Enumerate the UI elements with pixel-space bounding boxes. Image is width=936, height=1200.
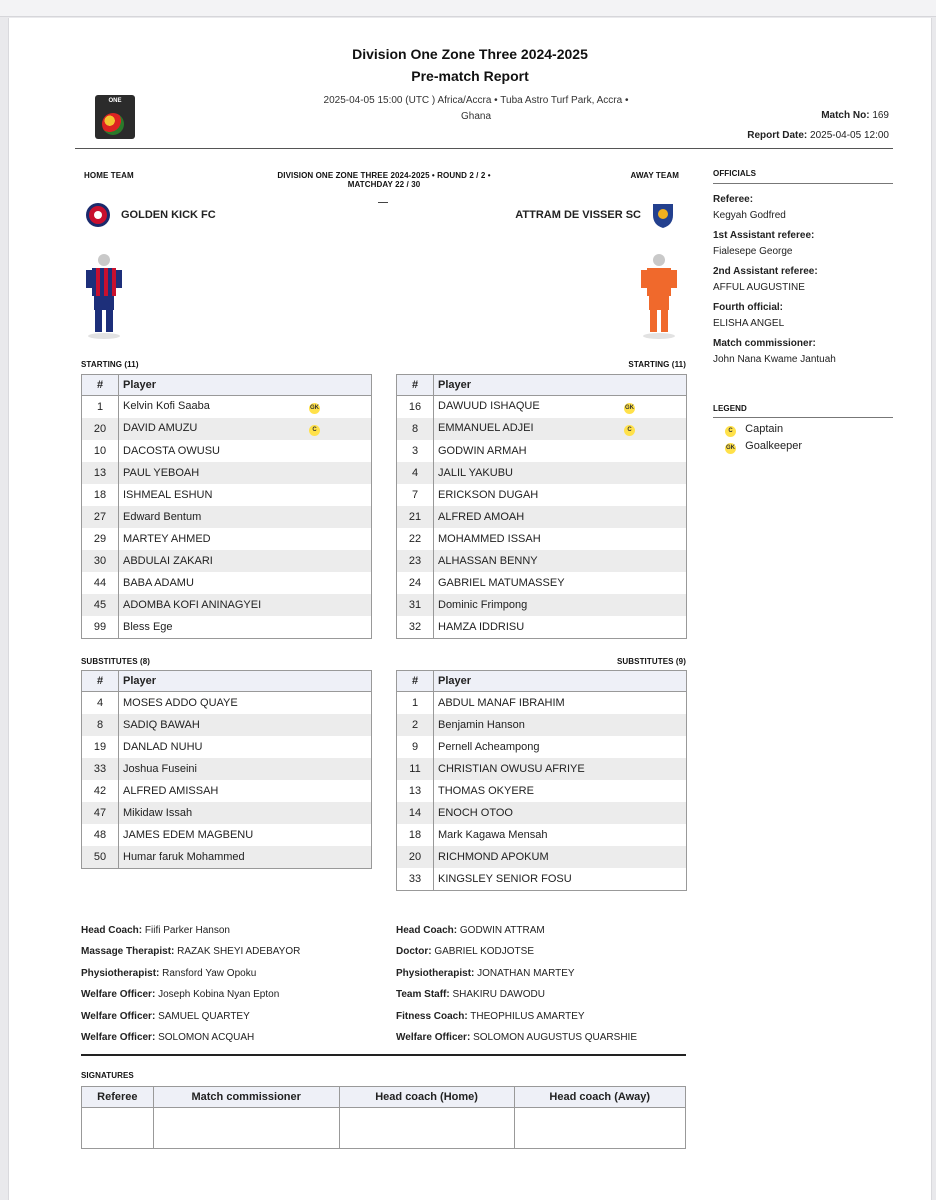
staff-entry [81, 941, 300, 962]
player-name-cell [119, 692, 372, 715]
player-number: 22 [397, 528, 434, 550]
player-name-cell [119, 594, 372, 616]
staff-name: Fiifi Parker Hanson [144, 925, 230, 936]
player-name-cell [119, 418, 372, 440]
player-number: 47 [82, 802, 119, 824]
player-name: SADIQ BAWAH [123, 719, 200, 731]
player-name: ALFRED AMOAH [438, 511, 525, 523]
staff-entry [81, 920, 300, 941]
player-number: 20 [82, 418, 119, 440]
player-name-cell [434, 802, 687, 824]
player-number: 4 [82, 692, 119, 715]
officials-divider [713, 183, 893, 184]
player-number: 8 [397, 418, 434, 440]
player-number: 10 [82, 440, 119, 462]
home-team-label: HOME TEAM [84, 171, 134, 180]
player-name: EMMANUEL ADJEI [438, 422, 534, 434]
player-number: 50 [82, 846, 119, 868]
player-number: 14 [397, 802, 434, 824]
official-referee: Referee: Kegyah Godfred [713, 194, 786, 221]
player-row [397, 506, 686, 528]
away-staff-list [396, 920, 637, 1048]
player-number: 48 [82, 824, 119, 846]
player-row [397, 846, 686, 868]
player-name: Kelvin Kofi Saaba [123, 400, 210, 412]
player-number: 13 [82, 462, 119, 484]
sig-col-commissioner: Match commissioner [153, 1087, 339, 1108]
player-name-cell [434, 824, 687, 846]
player-row [82, 528, 371, 550]
player-number: 24 [397, 572, 434, 594]
table-header-row [82, 375, 371, 396]
player-number: 99 [82, 616, 119, 638]
player-name-cell [119, 780, 372, 802]
home-kit-icon [83, 250, 125, 340]
player-name: Edward Bentum [123, 511, 202, 523]
player-number: 44 [82, 572, 119, 594]
staff-entry [81, 1006, 300, 1027]
player-name-cell [434, 736, 687, 758]
signatures-heading: SIGNATURES [81, 1071, 134, 1080]
player-name: Mark Kagawa Mensah [438, 829, 548, 841]
staff-role: Welfare Officer: [81, 1010, 156, 1022]
player-number: 33 [82, 758, 119, 780]
player-number: 8 [82, 714, 119, 736]
sig-cell-away-coach[interactable] [514, 1108, 686, 1149]
header-divider [75, 148, 893, 149]
player-row [397, 440, 686, 462]
player-number: 19 [82, 736, 119, 758]
legend-list [725, 421, 802, 455]
league-logo-text: ONE [108, 98, 122, 104]
player-name: Benjamin Hanson [438, 719, 525, 731]
player-number: 20 [397, 846, 434, 868]
player-row [397, 780, 686, 802]
staff-name: GODWIN ATTRAM [459, 925, 545, 936]
player-row [82, 802, 371, 824]
player-name-cell [434, 758, 687, 780]
player-row [397, 594, 686, 616]
official-fourth: Fourth official: ELISHA ANGEL [713, 302, 785, 329]
staff-entry [396, 920, 637, 941]
player-name: Pernell Acheampong [438, 741, 540, 753]
player-row [82, 758, 371, 780]
legend-captain: C Captain [725, 421, 802, 438]
player-name-cell [434, 692, 687, 715]
player-number: 29 [82, 528, 119, 550]
player-name-cell [434, 418, 687, 440]
player-name-cell [434, 780, 687, 802]
sig-cell-home-coach[interactable] [339, 1108, 514, 1149]
col-number-header: # [82, 671, 119, 692]
home-starting-label: STARTING (11) [81, 360, 139, 369]
player-row [82, 736, 371, 758]
staff-role: Physiotherapist: [81, 967, 160, 979]
captain-icon: C [309, 425, 320, 436]
staff-name: Joseph Kobina Nyan Epton [158, 989, 280, 1001]
player-number: 1 [82, 396, 119, 419]
player-number: 33 [397, 868, 434, 890]
staff-entry [81, 984, 300, 1005]
player-name-cell [434, 396, 687, 419]
player-row [397, 418, 686, 440]
staff-role: Head Coach: [81, 925, 143, 936]
table-header-row [397, 671, 686, 692]
player-row [397, 802, 686, 824]
player-name: GABRIEL MATUMASSEY [438, 577, 565, 589]
player-name: Bless Ege [123, 621, 173, 633]
report-title: Pre-match Report [411, 68, 529, 84]
player-number: 4 [397, 462, 434, 484]
player-row [82, 462, 371, 484]
player-name: GODWIN ARMAH [438, 445, 527, 457]
staff-name: GABRIEL KODJOTSE [434, 946, 534, 958]
player-name: ABDULAI ZAKARI [123, 555, 213, 567]
sig-col-referee: Referee [82, 1087, 154, 1108]
player-name-cell [119, 440, 372, 462]
player-number: 9 [397, 736, 434, 758]
player-number: 42 [82, 780, 119, 802]
signatures-table [81, 1086, 686, 1149]
sig-cell-commissioner[interactable] [153, 1108, 339, 1149]
away-subs-table [396, 670, 687, 891]
player-number: 21 [397, 506, 434, 528]
player-name: Humar faruk Mohammed [123, 851, 245, 863]
player-name: CHRISTIAN OWUSU AFRIYE [438, 763, 585, 775]
staff-role: Fitness Coach: [396, 1010, 468, 1022]
player-name-cell [119, 506, 372, 528]
player-row [82, 440, 371, 462]
player-number: 13 [397, 780, 434, 802]
match-number: Match No: 169 [821, 110, 889, 121]
player-row [82, 692, 371, 715]
staff-entry [81, 963, 300, 984]
staff-role: Welfare Officer: [396, 1032, 471, 1044]
player-name-cell [434, 528, 687, 550]
player-number: 18 [82, 484, 119, 506]
player-row [82, 824, 371, 846]
away-team-label: AWAY TEAM [630, 171, 679, 180]
player-name-cell [119, 462, 372, 484]
table-header-row [82, 671, 371, 692]
player-row [397, 484, 686, 506]
staff-entry [81, 1027, 300, 1048]
player-name-cell [434, 484, 687, 506]
home-staff-list [81, 920, 300, 1048]
player-name: ENOCH OTOO [438, 807, 513, 819]
player-row [397, 550, 686, 572]
player-row [397, 572, 686, 594]
goalkeeper-icon: GK [624, 403, 635, 414]
player-row [397, 736, 686, 758]
player-name: ALHASSAN BENNY [438, 555, 538, 567]
player-row [82, 484, 371, 506]
col-player-header: Player [434, 671, 687, 692]
staff-name: SOLOMON ACQUAH [158, 1032, 255, 1044]
home-team-name: GOLDEN KICK FC [121, 209, 216, 221]
player-name: KINGSLEY SENIOR FOSU [438, 873, 572, 885]
player-number: 45 [82, 594, 119, 616]
player-number: 18 [397, 824, 434, 846]
player-name: DAVID AMUZU [123, 422, 198, 434]
player-number: 30 [82, 550, 119, 572]
table-header-row [397, 375, 686, 396]
report-page [8, 18, 932, 1200]
staff-role: Massage Therapist: [81, 946, 175, 958]
col-player-header: Player [119, 671, 372, 692]
player-name: Mikidaw Issah [123, 807, 193, 819]
player-name: PAUL YEBOAH [123, 467, 200, 479]
player-name-cell [119, 484, 372, 506]
player-name-cell [434, 846, 687, 868]
player-number: 32 [397, 616, 434, 638]
player-name-cell [434, 616, 687, 638]
player-number: 27 [82, 506, 119, 528]
player-row [397, 692, 686, 715]
away-team-name: ATTRAM DE VISSER SC [515, 209, 641, 221]
player-name-cell [434, 506, 687, 528]
player-name: JAMES EDEM MAGBENU [123, 829, 254, 841]
col-number-header: # [82, 375, 119, 396]
staff-name: THEOPHILUS AMARTEY [470, 1010, 585, 1022]
player-name-cell [434, 868, 687, 890]
player-row [82, 418, 371, 440]
player-number: 3 [397, 440, 434, 462]
staff-name: Ransford Yaw Opoku [162, 967, 257, 979]
official-commissioner: Match commissioner: John Nana Kwame Jantuah [713, 338, 836, 365]
player-name: ISHMEAL ESHUN [123, 489, 213, 501]
player-name: ADOMBA KOFI ANINAGYEI [123, 599, 262, 611]
player-name: MOHAMMED ISSAH [438, 533, 541, 545]
player-row [82, 846, 371, 868]
player-name-cell [119, 550, 372, 572]
player-row [397, 868, 686, 890]
player-name: THOMAS OKYERE [438, 785, 534, 797]
staff-role: Welfare Officer: [81, 1032, 156, 1044]
official-assistant-1: 1st Assistant referee: Fialesepe George [713, 230, 815, 257]
player-row [82, 714, 371, 736]
sig-cell-referee[interactable] [82, 1108, 154, 1149]
home-subs-table [81, 670, 372, 869]
player-number: 23 [397, 550, 434, 572]
away-kit-icon [638, 250, 680, 340]
staff-role: Welfare Officer: [81, 989, 156, 1001]
player-row [397, 758, 686, 780]
captain-icon: C [624, 425, 635, 436]
player-name: Joshua Fuseini [123, 763, 197, 775]
home-starting-table [81, 374, 372, 639]
player-name: ERICKSON DUGAH [438, 489, 539, 501]
home-crest-icon [85, 202, 111, 228]
round-info: DIVISION ONE ZONE THREE 2024-2025 • ROUND 2 / 2 • MATCHDAY 22 / 30 [277, 171, 491, 189]
player-name-cell [434, 440, 687, 462]
player-name-cell [119, 714, 372, 736]
player-name-cell [434, 572, 687, 594]
legend-goalkeeper: GK Goalkeeper [726, 440, 803, 452]
away-crest-icon [651, 201, 675, 229]
player-name-cell [434, 594, 687, 616]
player-row [82, 550, 371, 572]
officials-list [713, 192, 836, 368]
staff-role: Physiotherapist: [396, 967, 475, 979]
player-name: MOSES ADDO QUAYE [123, 697, 238, 709]
player-name-cell [434, 462, 687, 484]
player-row [82, 780, 371, 802]
player-number: 7 [397, 484, 434, 506]
player-number: 16 [397, 396, 434, 419]
staff-name: SHAKIRU DAWODU [452, 989, 545, 1001]
staff-entry [396, 1006, 637, 1027]
player-name-cell [119, 824, 372, 846]
staff-name: SOLOMON AUGUSTUS QUARSHIE [473, 1032, 637, 1044]
player-name-cell [119, 572, 372, 594]
player-name-cell [119, 616, 372, 638]
player-number: 11 [397, 758, 434, 780]
goalkeeper-icon: GK [725, 443, 736, 454]
player-row [397, 396, 686, 419]
player-row [397, 714, 686, 736]
legend-heading: LEGEND [713, 404, 747, 413]
player-name-cell [119, 396, 372, 419]
player-row [397, 616, 686, 638]
sig-col-home-coach: Head coach (Home) [339, 1087, 514, 1108]
score-dash [378, 202, 388, 203]
sig-col-away-coach: Head coach (Away) [514, 1087, 686, 1108]
away-starting-label: STARTING (11) [628, 360, 686, 369]
player-name-cell [434, 714, 687, 736]
browser-top-bar [0, 0, 936, 17]
col-player-header: Player [434, 375, 687, 396]
legend-divider [713, 417, 893, 418]
staff-entry [396, 963, 637, 984]
player-name: DAWUUD ISHAQUE [438, 400, 540, 412]
officials-heading: OFFICIALS [713, 169, 757, 178]
player-name-cell [434, 550, 687, 572]
player-row [397, 824, 686, 846]
staff-role: Doctor: [396, 946, 432, 958]
staff-divider [81, 1054, 686, 1056]
staff-name: RAZAK SHEYI ADEBAYOR [177, 946, 301, 958]
staff-entry [396, 941, 637, 962]
player-name: ABDUL MANAF IBRAHIM [438, 697, 565, 709]
staff-name: JONATHAN MARTEY [477, 967, 575, 979]
staff-entry [396, 984, 637, 1005]
staff-name: SAMUEL QUARTEY [158, 1010, 250, 1022]
player-number: 2 [397, 714, 434, 736]
away-starting-table [396, 374, 687, 639]
report-date: Report Date: 2025-04-05 12:00 [747, 130, 889, 141]
staff-role: Team Staff: [396, 989, 450, 1001]
match-info: 2025-04-05 15:00 (UTC ) Africa/Accra • Tuba Astro Turf Park, Accra • Ghana [323, 95, 629, 122]
league-logo [95, 95, 135, 139]
player-row [82, 572, 371, 594]
player-name: DANLAD NUHU [123, 741, 203, 753]
player-row [82, 506, 371, 528]
col-number-header: # [397, 671, 434, 692]
staff-entry [396, 1027, 637, 1048]
col-player-header: Player [119, 375, 372, 396]
player-name-cell [119, 758, 372, 780]
col-number-header: # [397, 375, 434, 396]
player-number: 31 [397, 594, 434, 616]
player-number: 1 [397, 692, 434, 715]
official-assistant-2: 2nd Assistant referee: AFFUL AUGUSTINE [713, 266, 818, 293]
player-row [82, 396, 371, 419]
captain-icon: C [725, 426, 736, 437]
player-row [82, 616, 371, 638]
player-name: RICHMOND APOKUM [438, 851, 549, 863]
player-name-cell [119, 528, 372, 550]
player-row [82, 594, 371, 616]
home-subs-label: SUBSTITUTES (8) [81, 657, 151, 666]
player-name-cell [119, 846, 372, 868]
goalkeeper-icon: GK [309, 403, 320, 414]
football-icon [102, 113, 124, 135]
away-subs-label: SUBSTITUTES (9) [616, 657, 686, 666]
player-name-cell [119, 802, 372, 824]
player-name-cell [119, 736, 372, 758]
competition-title: Division One Zone Three 2024-2025 [352, 46, 588, 62]
player-name: ALFRED AMISSAH [123, 785, 219, 797]
player-name: BABA ADAMU [123, 577, 194, 589]
player-name: JALIL YAKUBU [438, 467, 513, 479]
player-name: MARTEY AHMED [123, 533, 211, 545]
player-name: DACOSTA OWUSU [123, 445, 220, 457]
player-name: HAMZA IDDRISU [438, 621, 525, 633]
staff-role: Head Coach: [396, 925, 458, 936]
player-row [397, 462, 686, 484]
player-name: Dominic Frimpong [438, 599, 528, 611]
player-row [397, 528, 686, 550]
